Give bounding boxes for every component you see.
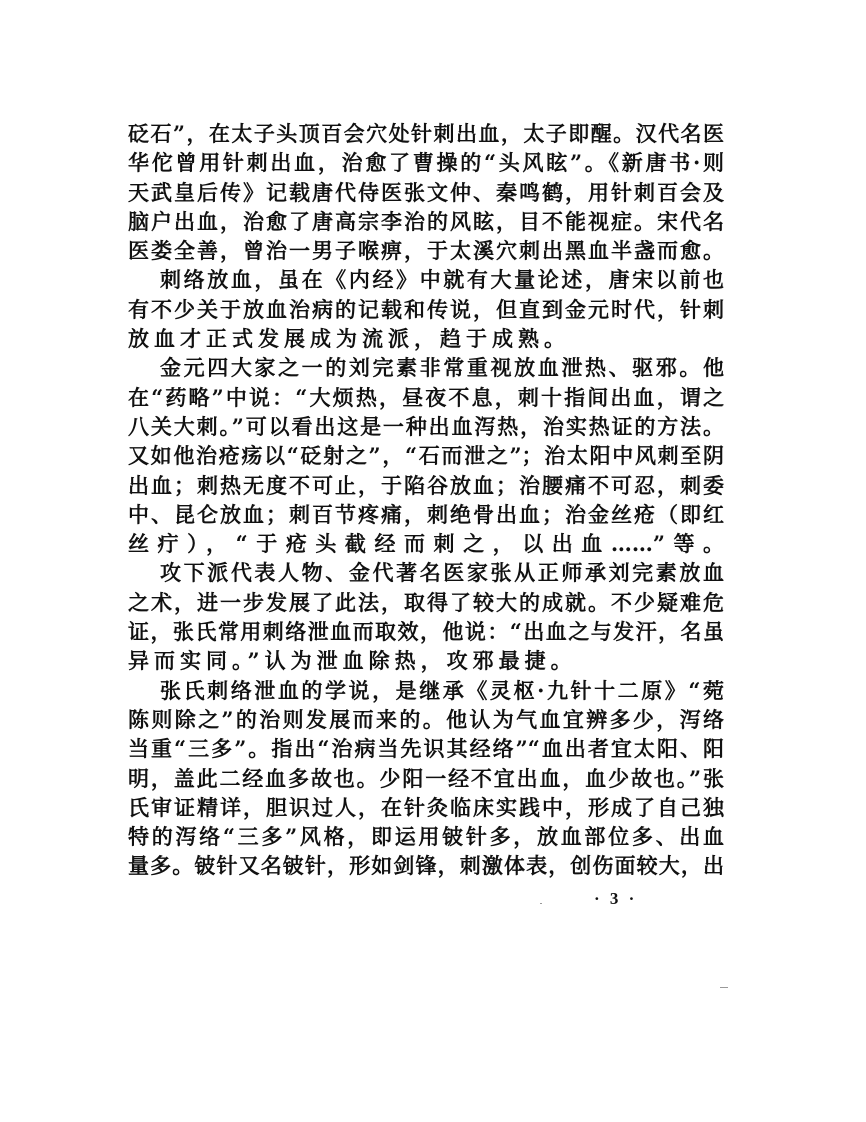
text-line: 放血才正式发展成为流派，趋于成熟。 [128, 326, 570, 352]
paragraph [128, 353, 724, 558]
paragraph [128, 558, 724, 675]
text-line: 八关大刺。”可以看出这是一种出血泻热，治实热证的方法。 [128, 413, 724, 439]
scan-speck [540, 903, 542, 904]
text-line: 出血；刺热无度不可止，于陷谷放血；治腰痛不可忍，刺委 [128, 472, 724, 498]
text-line: 丝疔），“于疮头截经而刺之，以出血……”等。 [128, 531, 724, 557]
text-line: 脑户出血，治愈了唐高宗李治的风眩，目不能视症。宋代名 [128, 208, 724, 234]
text-line: 证，张氏常用刺络泄血而取效，他说：“出血之与发汗，名虽 [128, 619, 724, 645]
text-line: 当重“三多”。指出“治病当先识其经络”“血出者宜太阳、阳 [128, 736, 724, 762]
text-line: 金元四大家之一的刘完素非常重视放血泄热、驱邪。他 [160, 355, 724, 381]
text-line: 刺络放血，虽在《内经》中就有大量论述，唐宋以前也 [160, 267, 724, 293]
text-line: 砭石”，在太子头顶百会穴处针刺出血，太子即醒。汉代名医 [128, 121, 724, 146]
text-line: 氏审证精详，胆识过人，在针灸临床实践中，形成了自己独 [128, 794, 724, 820]
page-body-text [128, 119, 724, 881]
text-line: 中、昆仑放血；刺百节疼痛，刺绝骨出血；治金丝疮（即红 [128, 501, 724, 527]
text-line: 医娄全善，曾治一男子喉痹，于太溪穴刺出黑血半盏而愈。 [128, 238, 724, 264]
text-line: 攻下派代表人物、金代著名医家张从正师承刘完素放血 [160, 560, 724, 586]
text-line: 陈则除之”的治则发展而来的。他认为气血宜辨多少，泻络 [128, 706, 724, 732]
text-line: 在“药略”中说：“大烦热，昼夜不息，刺十指间出血，谓之 [128, 384, 724, 410]
paragraph [128, 676, 724, 881]
text-line: 量多。铍针又名铍针，形如剑锋，刺激体表，创伤面较大，出 [128, 853, 724, 879]
text-line: 张氏刺络泄血的学说，是继承《灵枢·九针十二原》“菀 [160, 677, 724, 703]
text-line: 华佗曾用针刺出血，治愈了曹操的“头风眩”。《新唐书·则 [128, 150, 724, 176]
paragraph [128, 119, 724, 265]
scan-speck [720, 987, 728, 988]
text-line: 之术，进一步发展了此法，取得了较大的成就。不少疑难危 [128, 589, 724, 615]
paragraph [128, 265, 724, 353]
text-line: 明，盖此二经血多故也。少阳一经不宜出血，血少故也。”张 [128, 765, 724, 791]
text-line: 异而实同。”认为泄血除热，攻邪最捷。 [128, 648, 577, 674]
text-line: 有不少关于放血治病的记载和传说，但直到金元时代，针刺 [128, 296, 724, 322]
text-line: 又如他治疮疡以“砭射之”，“石而泄之”；治太阳中风刺至阴 [128, 443, 724, 469]
text-line: 天武皇后传》记载唐代侍医张文仲、秦鸣鹤，用针刺百会及 [128, 179, 724, 205]
page-number: · 3 · [594, 889, 638, 908]
text-line: 特的泻络“三多”风格，即运用铍针多，放血部位多、出血 [128, 824, 724, 850]
